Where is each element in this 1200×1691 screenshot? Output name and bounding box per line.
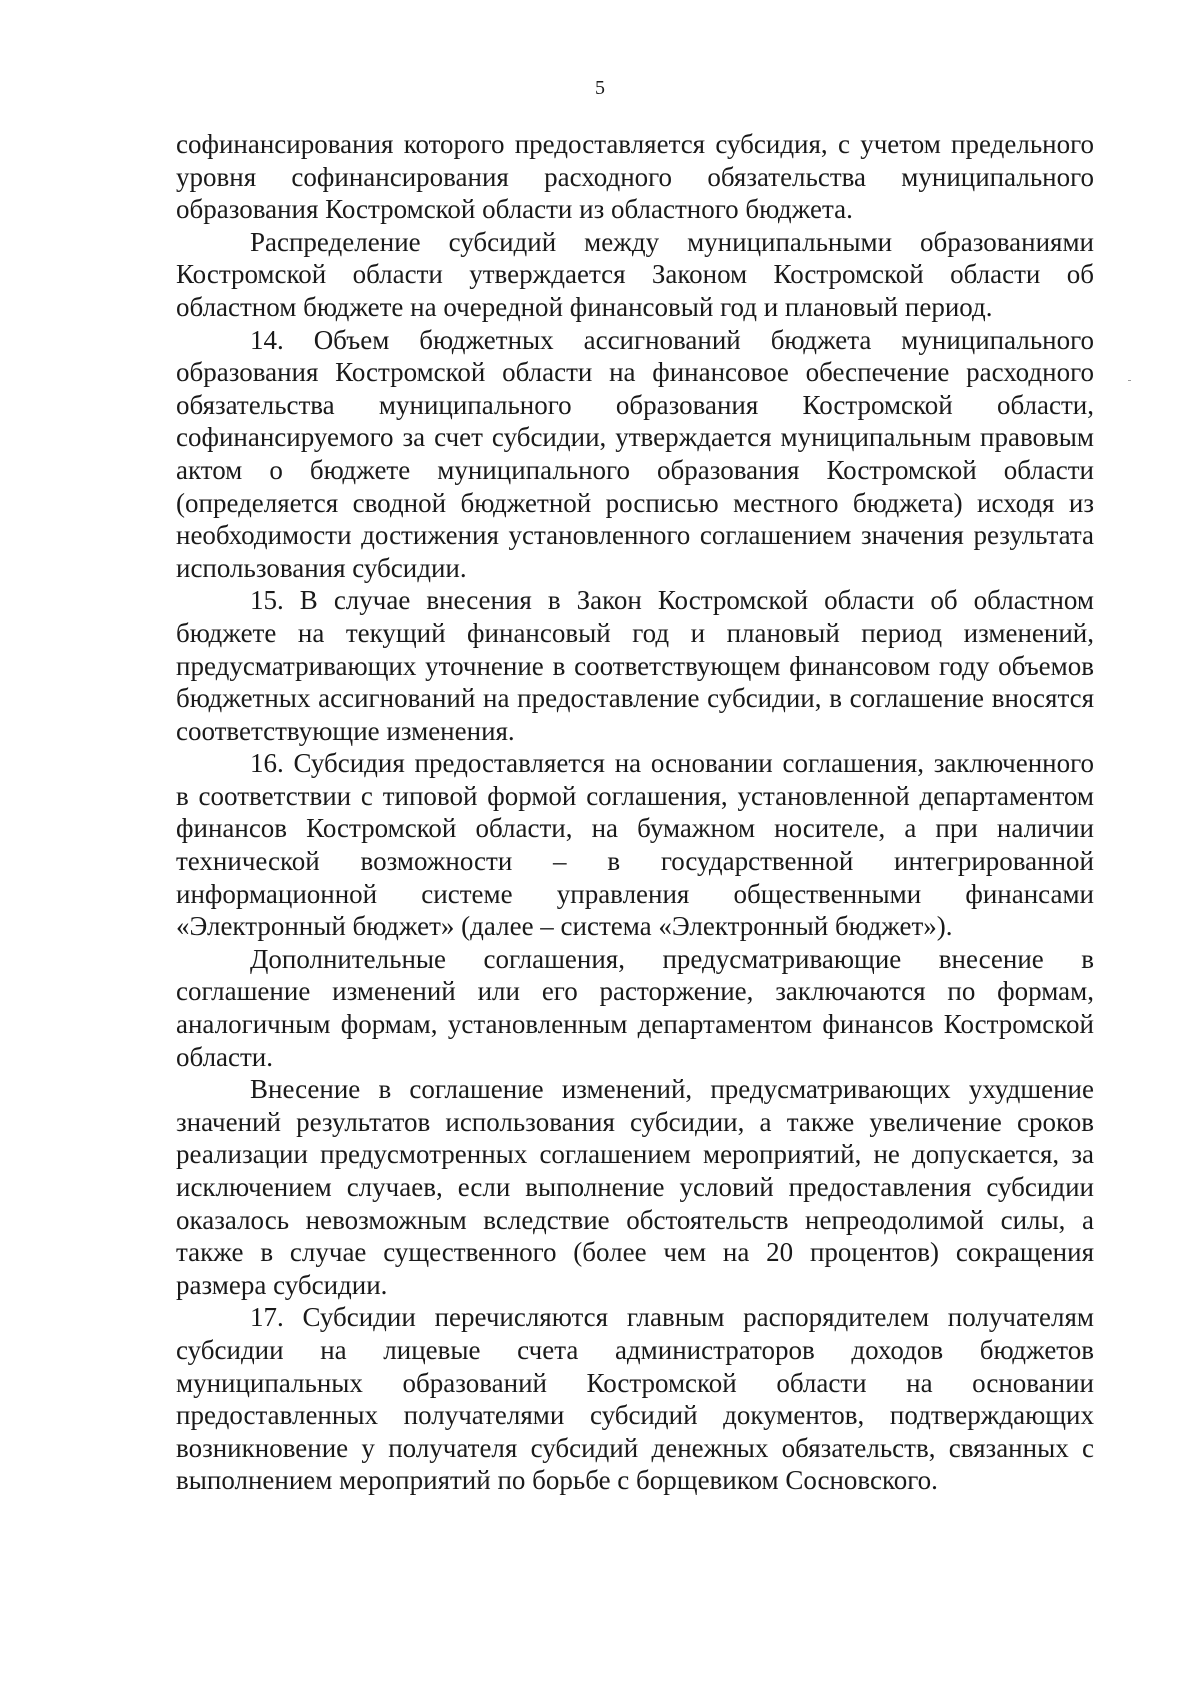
scan-speck bbox=[1128, 380, 1131, 381]
paragraph-cofinancing-continuation: софинансирования которого предоставляется субсидия, с учетом предельного уровня софинансирования расходного обязательства муниципального образования Костромской области из областного бюджета. bbox=[176, 129, 1094, 225]
paragraph-item-16: 16. Субсидия предоставляется на основании соглашения, заключенного в соответствии с типовой формой соглашения, установленной департаментом финансов Костромской области, на бумажном носителе, а при наличии технической возможности – в государственной интегрированной информационной системе управления общественными финансами «Электронный бюджет» (далее – система «Электронный бюджет»). bbox=[176, 748, 1094, 942]
page-number: 5 bbox=[595, 77, 605, 99]
document-body bbox=[176, 128, 1094, 1497]
paragraph-item-14: 14. Объем бюджетных ассигнований бюджета муниципального образования Костромской области на финансовое обеспечение расходного обязательства муниципального образования Костромской области, софинансируемого за счет субсидии, утверждается муниципальным правовым актом о бюджете муниципального образования Костромской области (определяется сводной бюджетной росписью местного бюджета) исходя из необходимости достижения установленного соглашением значения результата использования субсидии. bbox=[176, 324, 1094, 583]
paragraph-item-15: 15. В случае внесения в Закон Костромской области об областном бюджете на текущий финансовый год и плановый период изменений, предусматривающих уточнение в соответствующем финансовом году объемов бюджетных ассигнований на предоставление субсидии, в соглашение вносятся соответствующие изменения. bbox=[176, 585, 1094, 746]
paragraph-subsidy-distribution: Распределение субсидий между муниципальными образованиями Костромской области утверждается Законом Костромской области об областном бюджете на очередной финансовый год и плановый период. bbox=[176, 226, 1094, 322]
paragraph-item-17: 17. Субсидии перечисляются главным распорядителем получателям субсидии на лицевые счета администраторов доходов бюджетов муниципальных образований Костромской области на основании предоставленных получателями субсидий документов, подтверждающих возникновение у получателя субсидий денежных обязательств, связанных с выполнением мероприятий по борьбе с борщевиком Сосновского. bbox=[176, 1302, 1094, 1496]
paragraph-additional-agreements: Дополнительные соглашения, предусматривающие внесение в соглашение изменений или его расторжение, заключаются по формам, аналогичным формам, установленным департаментом финансов Костромской области. bbox=[176, 943, 1094, 1072]
paragraph-agreement-changes: Внесение в соглашение изменений, предусматривающих ухудшение значений результатов использования субсидии, а также увеличение сроков реализации предусмотренных соглашением мероприятий, не допускается, за исключением случаев, если выполнение условий предоставления субсидии оказалось невозможным вследствие обстоятельств непреодолимой силы, а также в случае существенного (более чем на 20 процентов) сокращения размера субсидии. bbox=[176, 1074, 1094, 1300]
